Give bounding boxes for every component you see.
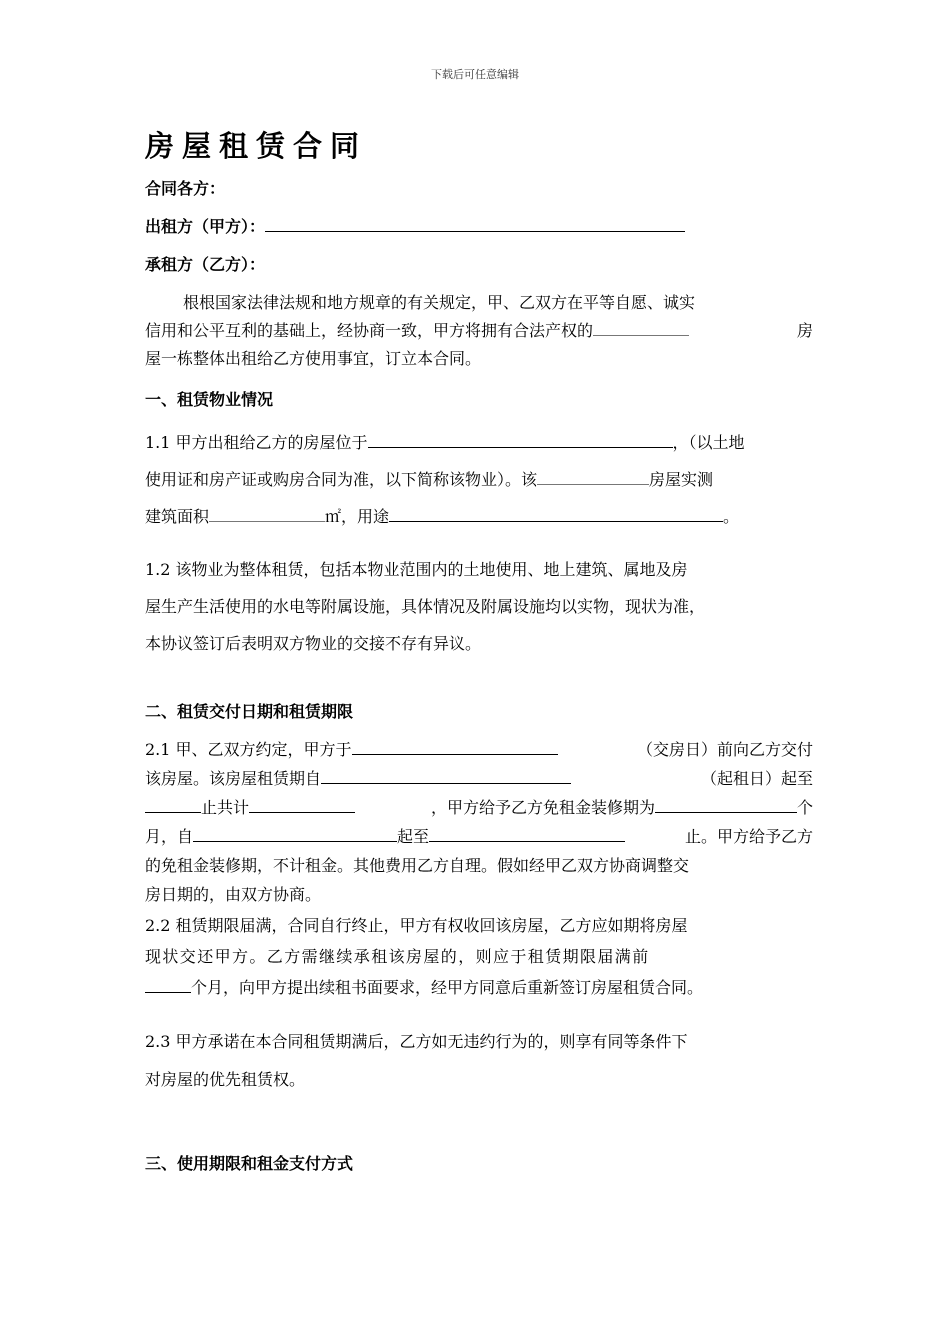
clause-2-1-text-f: ，甲方给予乙方免租金装修期为 [430,798,655,817]
lease-end-blank [145,798,201,813]
usage-blank [389,507,723,522]
clause-1-2-line-3: 本协议签订后表明双方物业的交接不存有异议。 [145,634,482,653]
handover-date-blank [352,740,558,755]
header-note: 下载后可任意编辑 [431,68,519,81]
clause-2-3-line-2: 对房屋的优先租赁权。 [145,1070,306,1089]
intro-line-3: 屋一栋整体出租给乙方使用事宜，订立本合同。 [145,349,482,368]
clause-1-1-line-2 [145,461,813,498]
clause-1-1-text-g: 。 [723,507,740,526]
clause-2-2-text: 个月，向甲方提出续租书面要求，经甲方同意后重新签订房屋租赁合同。 [191,978,704,997]
clause-1-1-text-a: 1.1 甲方出租给乙方的房屋位于 [145,433,368,452]
clause-2-1 [145,735,813,909]
clause-2-3 [145,1023,813,1099]
clause-2-1-line-5: 的免租金装修期，不计租金。其他费用乙方自理。假如经甲乙双方协商调整交 [145,856,690,875]
intro-line-2 [145,317,813,345]
location-blank [368,433,673,448]
clause-1-1-text-c: 使用证和房产证或购房合同为准，以下简称该物业）。该 [145,470,538,489]
lessee-label: 承租方（乙方）： [145,255,266,274]
rent-free-period-blank [655,798,797,813]
section-2-heading: 二、租赁交付日期和租赁期限 [145,702,354,721]
section-1-heading: 一、租赁物业情况 [145,390,274,409]
intro-line-2b: 房 [796,321,813,340]
clause-1-2-line-2: 屋生产生活使用的水电等附属设施，具体情况及附属设施均以实物，现状为准， [145,597,706,616]
intro-line-2a: 信用和公平互利的基础上，经协商一致，甲方将拥有合法产权的 [145,321,594,340]
parties-label: 合同各方： [145,179,226,198]
lessor-line [145,214,685,237]
clause-2-1-text-j: 止。甲方给予乙方 [684,827,813,846]
lease-start-blank [321,769,571,784]
clause-2-1-line-6: 房日期的，由双方协商。 [145,885,322,904]
property-name-blank [593,321,689,336]
lease-term-blank [249,798,355,813]
clause-2-3-line-1: 2.3 甲方承诺在本合同租赁期满后，乙方如无违约行为的，则享有同等条件下 [145,1032,688,1051]
clause-1-1-text-e: 建筑面积 [145,507,210,526]
clause-2-2 [145,910,813,1003]
clause-2-1-text-d: （起租日）起至 [700,769,813,788]
clause-1-1-line-1 [145,424,813,461]
clause-1-1-text-d: 房屋实测 [649,470,714,489]
clause-2-1-text-a: 2.1 甲、乙双方约定，甲方于 [145,740,352,759]
clause-2-1-text-c: 该房屋。该房屋租赁期自 [145,769,322,788]
clause-2-1-line-1 [145,735,813,764]
section-3-heading: 三、使用期限和租金支付方式 [145,1154,354,1173]
clause-1-1-line-3 [145,498,813,535]
property-type-blank [537,470,649,485]
clause-2-1-line-2 [145,764,813,793]
clause-2-1-text-i: 起至 [397,827,430,846]
rent-free-end-blank [429,827,625,842]
clause-1-1-text-f: ㎡，用途 [325,507,390,526]
clause-1-1-text-b: ，（以土地 [672,433,745,452]
lessor-label: 出租方（甲方）： [145,217,266,236]
rent-free-start-blank [193,827,397,842]
document-title: 房屋租赁合同 [145,129,368,163]
clause-2-1-text-g: 个 [796,798,813,817]
renewal-notice-blank [145,978,191,993]
intro-paragraph [145,289,813,373]
clause-2-1-line-3 [145,793,813,822]
clause-2-2-line-2: 现状交还甲方。乙方需继续承租该房屋的，则应于租赁期限届满前 [145,947,650,966]
clause-1-2-line-1: 1.2 该物业为整体租赁，包括本物业范围内的土地使用、地上建筑、属地及房 [145,560,688,579]
area-blank [209,507,325,522]
clause-2-2-line-3 [145,972,813,1003]
lessor-blank [265,217,685,232]
clause-2-1-line-4 [145,822,813,851]
intro-line-1: 根根国家法律法规和地方规章的有关规定，甲、乙双方在平等自愿、诚实 [183,293,696,312]
clause-2-2-line-1: 2.2 租赁期限届满，合同自行终止，甲方有权收回该房屋，乙方应如期将房屋 [145,916,688,935]
clause-2-1-text-b: （交房日）前向乙方交付 [636,740,813,759]
clause-1-1 [145,424,813,535]
clause-1-2 [145,551,813,662]
clause-2-1-text-h: 月，自 [145,827,194,846]
clause-2-1-text-e: 止共计 [201,798,250,817]
